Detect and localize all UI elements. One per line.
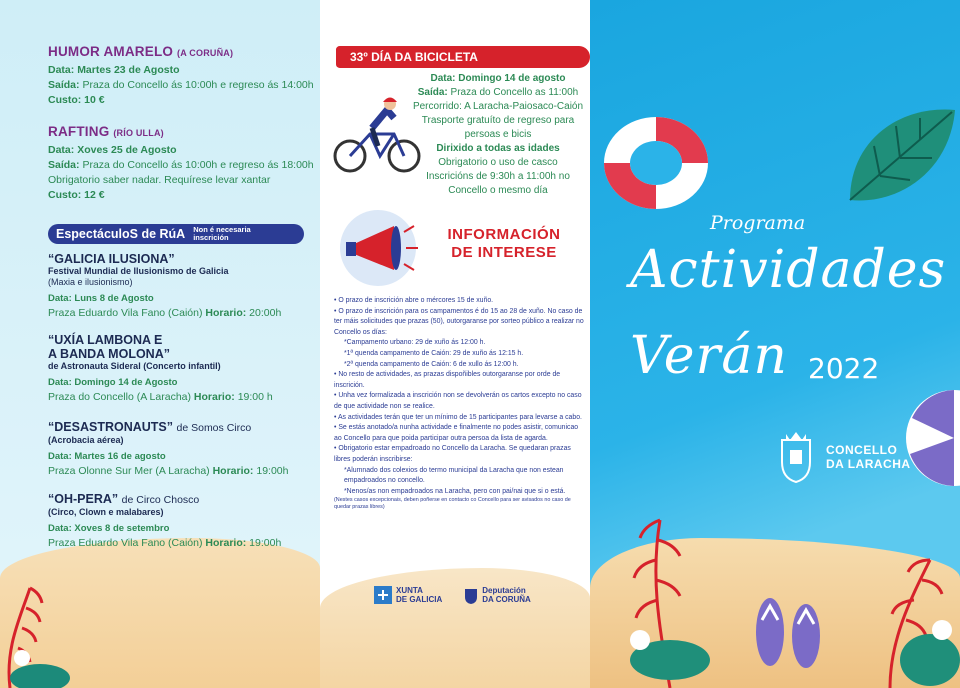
- info-item: *2ª quenda campamento de Caión: 6 de xullo ás 12:00 h.: [344, 360, 519, 368]
- bike-day-details: Data: Domingo 14 de agosto Saída: Praza do Concello as 11:00h Percorrido: A Laracha-Paiosaco-Caión Trasporte gratuíto de regreso para persoas e bicis Dirixido a todas as idades Obrigatorio o uso de casco Inscricións de 9:30h a 11:00h no Concello o mesmo día: [412, 73, 584, 196]
- activity-rafting: [48, 124, 318, 203]
- left-panel: [0, 0, 320, 688]
- info-item: *Alumnado dos colexios do termo municipal da Laracha que non estean empadroados no concello.: [344, 466, 564, 485]
- bike-day-banner: 33º DÍA DA BICICLETA: [336, 46, 590, 68]
- street-shows-banner: EspectáculoS de RúA Non é necesaria inscrición: [48, 224, 304, 244]
- show-title: “DESASTRONAUTS” de Somos Circo: [48, 420, 252, 434]
- info-item: *Nenos/as non empadroados na Laracha, pero con pai/nai que si o está.: [344, 487, 566, 495]
- activity-extra: Obrigatorio saber nadar. Requírese levar xantar: [48, 174, 271, 186]
- info-item: • Obrigatorio estar empadroado no Concello da Laracha. Se quedaran prazas libres poderán inscribirse:: [334, 445, 571, 463]
- info-title: INFORMACIÓN DE INTERESE: [447, 226, 561, 261]
- show-desastronauts: “DESASTRONAUTS” de Somos Circo (Acrobacia aérea) Data: Martes 16 de agosto Praza Olonne Sur Mer (A Laracha) Horario: 19:00h: [48, 420, 318, 479]
- cover-title-line1: Actividades: [630, 240, 947, 300]
- info-item: *Campamento urbano: 29 de xuño ás 12:00 h.: [344, 339, 486, 347]
- activity-title: RAFTING (RÍO ULLA): [48, 124, 164, 139]
- life-ring-icon: [596, 108, 716, 218]
- info-list: [334, 296, 586, 511]
- program-label: Programa: [710, 212, 806, 234]
- plant-decoration-icon: [610, 480, 720, 688]
- show-title: “OH-PERA” de Circo Chosco: [48, 492, 200, 506]
- activity-cost: Custo: 12 €: [48, 189, 105, 201]
- sponsor-logos: [374, 586, 531, 604]
- info-item: • O prazo de inscrición para os campamentos é do 15 ao 28 de xuño. No caso de ter máis solicitudes que prazas (50), outorgaranse por sorteo público a realizar no Concello os días:: [334, 307, 584, 336]
- flip-flops-icon: [750, 590, 830, 670]
- activity-title: HUMOR AMARELO (A CORUÑA): [48, 44, 234, 59]
- info-item: • As actividades terán que ter un mínimo de 15 participantes para levarse a cabo.: [334, 413, 582, 421]
- leaf-decoration-icon: [840, 100, 960, 210]
- activity-humor-amarelo: [48, 44, 318, 108]
- plant-decoration-icon: [0, 528, 80, 688]
- info-item: • Unha vez formalizada a inscrición non se devolverán os cartos excepto no caso de que actividade non se realice.: [334, 392, 582, 410]
- concello-logo: CONCELLO DA LARACHA: [776, 430, 911, 484]
- show-uxia-lambona: “UXÍA LAMBONA E A BANDA MOLONA” de Astronauta Sideral (Concerto infantil) Data: Domingo 14 de Agosto Praza do Concello (A Laracha) Horario: 19:00 h: [48, 333, 318, 405]
- info-item: *1ª quenda campamento de Caión: 29 de xuño ás 12:15 h.: [344, 349, 524, 357]
- activity-date: Data: Martes 23 de Agosto: [48, 64, 180, 76]
- show-oh-pera: “OH-PERA” de Circo Chosco (Circo, Clown e malabares) Data: Xoves 8 de setembro Praza Eduardo Vila Fano (Caión) Horario: 19:00h: [48, 492, 318, 551]
- show-galicia-ilusiona: “GALICIA ILUSIONA” Festival Mundial de Ilusionismo de Galicia (Maxia e ilusionismo) Data: Luns 8 de Agosto Praza Eduardo Vila Fano (Caión) Horario: 20:00h: [48, 252, 318, 321]
- cover-panel: [590, 0, 960, 688]
- cover-year: 2022: [808, 352, 880, 385]
- cover-title-line2: Verán: [630, 326, 788, 386]
- activity-cost: Custo: 10 €: [48, 94, 105, 106]
- xunta-logo: XUNTA DE GALICIA: [374, 586, 442, 604]
- deputacion-logo: Deputación DA CORUÑA: [464, 586, 531, 604]
- xunta-emblem-icon: [374, 586, 392, 604]
- concello-shield-icon: [776, 430, 816, 484]
- show-title: “UXÍA LAMBONA E: [48, 333, 163, 347]
- activity-departure: Saída: Praza do Concello ás 10:00h e regreso ás 14:00h: [48, 79, 314, 91]
- info-item: • O prazo de inscrición abre o mércores 15 de xuño.: [334, 297, 494, 304]
- beach-ball-icon: [902, 388, 960, 488]
- activity-date: Data: Xoves 25 de Agosto: [48, 144, 177, 156]
- info-item: • No resto de actividades, as prazas dispoñibles outorgaranse por orde de inscrición.: [334, 371, 561, 389]
- middle-panel: [320, 0, 590, 688]
- show-title: “GALICIA ILUSIONA”: [48, 252, 175, 266]
- deputacion-emblem-icon: [464, 586, 478, 604]
- megaphone-icon: [334, 208, 424, 288]
- activity-departure: Saída: Praza do Concello ás 10:00h e regreso ás 18:00h: [48, 159, 314, 171]
- info-item: • Se estás anotado/a nunha actividade e finalmente no podes asistir, comunicao ao Concello para que poida participar outra persoa da lista de agarda.: [334, 424, 579, 442]
- plant-decoration-icon: [830, 530, 960, 688]
- info-item: (Nestes casos excepcionais, deben poñerse en contacto co Concello para ser avisados no caso de quedar prazas libres): [334, 497, 571, 511]
